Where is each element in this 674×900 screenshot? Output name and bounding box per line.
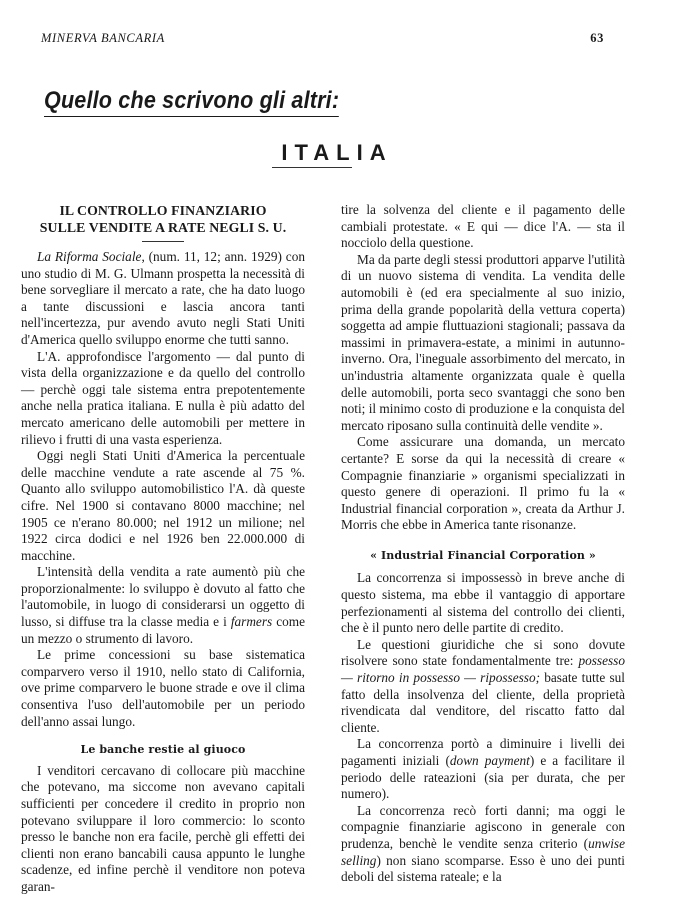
paragraph: L'A. approfondisce l'argomento — dal punto di vista della organizzazione e da quello del controllo — perchè oggi tale sistema entra prepotentemente anche nella pratica italiana. E nulla è più adatto del mercato americano delle automobili per mettere in rilievo i frutti di una vasta esperienza. bbox=[21, 348, 305, 447]
paragraph: I venditori cercavano di collocare più macchine che potevano, ma siccome non avevano capitali sufficienti per concedere il credito in proprio non potevano sviluppare il loro commercio: lo sconto presso le banche non era facile, perchè gli effetti dei clienti non erano bancabili causa appunto le lunghe scadenze, ed infine perchè il venditore non poteva garan- bbox=[21, 762, 305, 894]
subheading: Le banche restie al giuoco bbox=[80, 743, 246, 757]
country-heading: ITALIA bbox=[281, 140, 393, 165]
subheading: « Industrial Financial Corporation » bbox=[370, 548, 596, 562]
article-title-rule bbox=[142, 241, 184, 242]
article-title-line-1: IL CONTROLLO FINANZIARIO bbox=[59, 203, 267, 218]
paragraph: Ma da parte degli stessi produttori apparve l'utilità di un nuovo sistema di vendita. La vendita delle automobili è (ed era specialmente al suo inizio, prima della grande popolarità della vettura coperta) soggetta ad ampie fluttuazioni stagionali; passava da massimi in primavera-estate, a minimi in autunno-inverno. Ora, l'ineguale assorbimento del mercato, in un'industria altamente organizzata quale è quella delle automobili, porta seco svantaggi che sono ben noti; il minimo costo di produzione e la conquista del mercato riposano sulla continuità delle vendite ». bbox=[341, 251, 625, 433]
paragraph: Le prime concessioni su base sistematica comparvero verso il 1910, nello stato di California, ove prime comparvero le buone strade e ove il clima consentiva l'uso dell'automobile per un periodo dell'anno assai lungo. bbox=[21, 647, 305, 729]
page-number: 63 bbox=[590, 31, 604, 45]
country-heading-rule bbox=[272, 167, 352, 168]
paragraph: Le questioni giuridiche che si sono dovute risolvere sono state fondamentalmente tre: possesso — ritorno in possesso — ripossesso; basate tutte sul fatto della insolvenza del cliente, della proprietà rivendicata dal venditore, del riscatto fatto dal cliente. bbox=[341, 636, 625, 735]
paragraph: Come assicurare una domanda, un mercato certante? E sorse da qui la necessità di creare « Compagnie finanziarie » organismi specializzati in questo genere di operazioni. Il primo fu la « Industrial financial corporation », creata da Arthur J. Morris che ebbe in America tante risonanze. bbox=[341, 434, 625, 533]
article-title-line-2: SULLE VENDITE A RATE NEGLI S. U. bbox=[39, 220, 287, 235]
left-column bbox=[21, 202, 305, 896]
journal-name: MINERVA BANCARIA bbox=[41, 31, 165, 45]
paragraph: La Riforma Sociale, (num. 11, 12; ann. 1929) con uno studio di M. G. Ulmann prospetta la necessità di bene sorvegliare il mercato a rate, che ha dato luogo a tante discussioni e lascia ancora tanti nell'incertezza, pur avendo avuto negli Stati Uniti d'America quello sviluppo enorme che tutti sanno. bbox=[21, 249, 305, 347]
paragraph: Oggi negli Stati Uniti d'America la percentuale delle macchine vendute a rate ascende al 75 %. Quanto allo sviluppo automobilistico l'A. dà queste cifre. Nel 1900 si contavano 8000 macchine; nel 1905 ce n'erano 80.000; nel 1912 un milione; nel 1922 circa dodici e nel 1926 ben 22.000.000 di macchine. bbox=[21, 448, 305, 563]
source-title: La Riforma Sociale bbox=[37, 249, 142, 264]
paragraph-continued: tire la solvenza del cliente e il pagamento delle cambiali protestate. « E qui — dice l'A. — sta il nocciolo della questione. bbox=[341, 202, 625, 251]
article-title bbox=[21, 202, 305, 236]
right-column bbox=[341, 202, 625, 886]
section-title: Quello che scrivono gli altri: bbox=[44, 87, 339, 117]
paragraph: L'intensità della vendita a rate aumentò più che proporzionalmente: lo sviluppo è dovuto al fatto che l'automobile, in luogo di considerarsi un oggetto di lusso, si diffuse tra la classe media e i farmers come un mezzo o strumento di lavoro. bbox=[21, 564, 305, 646]
paragraph: La concorrenza portò a diminuire i livelli dei pagamenti iniziali (down payment) e a facilitare il periodo delle rateazioni (sia per durata, che per numero). bbox=[341, 736, 625, 802]
paragraph: La concorrenza si impossessò in breve anche di questo sistema, ma ebbe il vantaggio di apportare perfezionamenti al sistema del controllo dei clienti, che è il punto nero delle partite di credito. bbox=[341, 570, 625, 636]
paragraph: La concorrenza recò forti danni; ma oggi le compagnie finanziarie agiscono in generale con prudenza, benchè le vendite senza criterio (unwise selling) non siano scomparse. Esso è uno dei punti deboli del sistema rateale; e la bbox=[341, 802, 625, 885]
running-head bbox=[41, 31, 633, 46]
